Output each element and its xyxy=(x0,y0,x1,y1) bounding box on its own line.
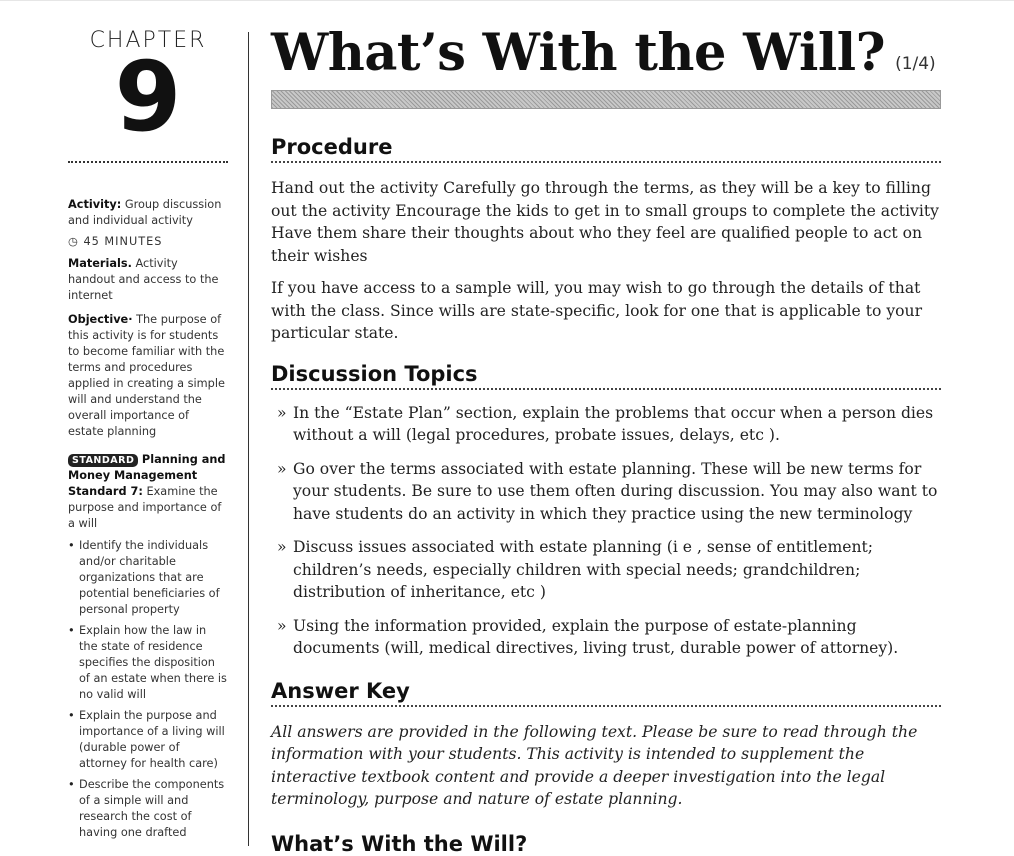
standard-badge: STANDARD xyxy=(68,454,138,467)
goal-item: • Explain the purpose and importance of a living will (durable power of attorney for health care) xyxy=(68,708,228,772)
top-border xyxy=(0,0,1014,1)
next-section-heading: What’s With the Will? xyxy=(271,832,528,856)
procedure-heading: Procedure xyxy=(271,135,941,163)
duration xyxy=(68,235,228,248)
discussion-item: » Using the information provided, explain the purpose of estate-planning documents (will, medical directives, living trust, durable power of attorney). xyxy=(271,615,941,660)
title-bar xyxy=(271,90,941,109)
discussion-item: » In the “Estate Plan” section, explain the problems that occur when a person dies without a will (legal procedures, probate issues, delays, etc ). xyxy=(271,402,941,447)
discussion-item: » Discuss issues associated with estate planning (i e , sense of entitlement; children’s needs, especially children with special needs; grandchildren; distribution of inheritance, etc ) xyxy=(271,536,941,604)
title-row xyxy=(271,22,941,84)
column-divider xyxy=(248,32,249,846)
materials-label: Materials. xyxy=(68,257,132,270)
page-indicator: (1/4) xyxy=(895,54,936,74)
materials-text: Activity handout and access to the internet xyxy=(68,257,219,302)
chapter-sidebar xyxy=(68,28,228,846)
objective-text: The purpose of this activity is for students to become familiar with the terms and procedures applied in creating a simple will and understand the overall importance of estate planning xyxy=(68,313,225,438)
chapter-number: 9 xyxy=(114,41,182,153)
activity-info xyxy=(68,197,228,229)
clock-icon: ◷ xyxy=(68,235,79,248)
procedure-paragraph: If you have access to a sample will, you may wish to go through the details of that with the class. Since wills are state-specific, look for one that is applicable to your particular state. xyxy=(271,279,923,342)
goal-item: • Explain how the law in the state of residence specifies the disposition of an estate when there is no valid will xyxy=(68,623,228,703)
objective-info xyxy=(68,312,228,440)
discussion-item: » Go over the terms associated with estate planning. These will be new terms for your students. Be sure to use them often during discussion. You may also want to have students do an activity in which they practice using the new terminology xyxy=(271,458,941,526)
activity-label: Activity: xyxy=(68,198,122,211)
standard-info xyxy=(68,452,228,532)
standard-text: Examine the purpose and importance of a will xyxy=(68,485,222,530)
answer-key-heading: Answer Key xyxy=(271,679,941,707)
standard-title: Planning and Money Management Standard 7: xyxy=(68,453,226,498)
discussion-list xyxy=(271,402,941,660)
chapter-label: CHAPTER xyxy=(89,28,207,53)
duration-text: 45 MINUTES xyxy=(83,235,163,248)
standard-goals xyxy=(68,538,228,841)
discussion-heading: Discussion Topics xyxy=(271,362,941,390)
objective-label: Objective· xyxy=(68,313,133,326)
activity-text: Group discussion and individual activity xyxy=(68,198,222,227)
main-content xyxy=(271,22,941,811)
procedure-paragraph: Hand out the activity Carefully go through the terms, as they will be a key to filling out the activity Encourage the kids to get in to small groups to complete the activity Have them share their thoughts about who they feel are qualified people to act on their wishes xyxy=(271,179,939,265)
sidebar-divider xyxy=(68,161,228,163)
answer-key-text: All answers are provided in the following text. Please be sure to read through the information with your students. This activity is intended to supplement the interactive textbook content and provide a deeper investigation into the legal terminology, purpose and nature of estate planning. xyxy=(271,722,918,808)
goal-item: • Identify the individuals and/or charitable organizations that are potential beneficiaries of personal property xyxy=(68,538,228,618)
goal-item: • Describe the components of a simple will and research the cost of having one drafted xyxy=(68,777,228,841)
materials-info xyxy=(68,256,228,304)
page-title: What’s With the Will? xyxy=(271,23,886,83)
